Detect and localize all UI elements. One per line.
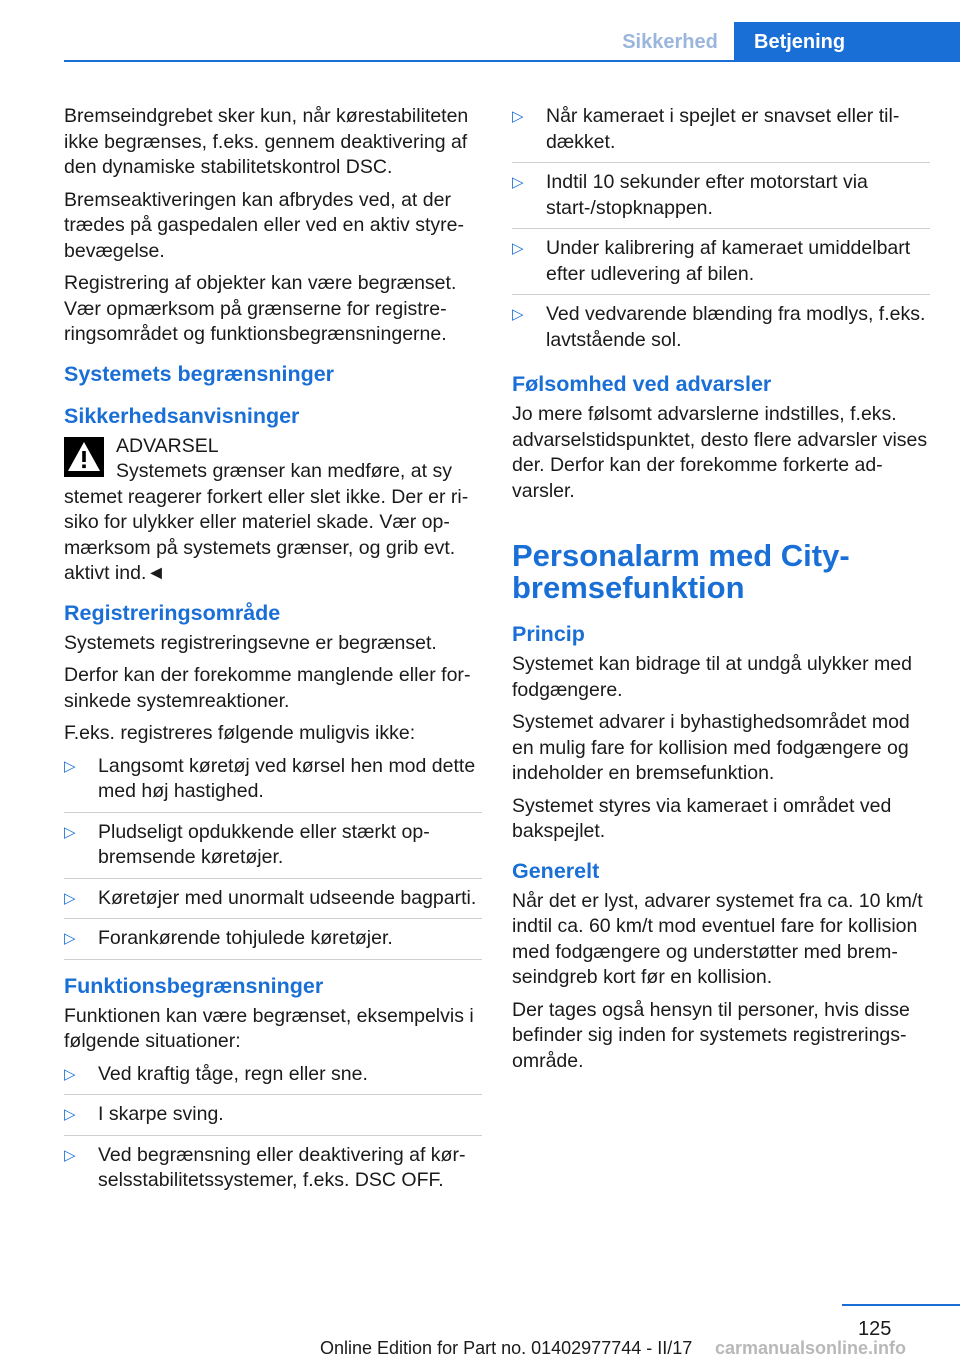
paragraph: Systemet advarer i byhastighedsområdet mod en mulig fare for kollision med fodgængere og indeholder en bremsefunktion. [512,711,910,784]
footer-rule [842,1304,960,1306]
bullet-triangle-icon: ▷ [64,1146,76,1164]
list-item: ▷ Forankørende tohjulede køretøjer. [64,926,482,960]
list-item: ▷ Pludseligt opdukkende eller stærkt opbremsende køretøjer. [64,820,482,879]
paragraph: Bremseaktiveringen kan afbrydes ved, at der trædes på gaspedalen eller ved en aktiv styrebevægelse. [64,188,464,262]
warning-first-line: Systemets grænser kan medføre, at sy [116,460,452,482]
list-item: ▷ Ved vedvarende blænding fra modlys, f.eks. lavtstående sol. [512,303,926,351]
bullet-triangle-icon: ▷ [512,306,524,323]
list-item: ▷ Langsomt køretøj ved kørsel hen mod dette med høj hastighed. [64,754,482,813]
list-item: ▷ Ved kraftig tåge, regn eller sne. [64,1062,482,1096]
tab-sikkerhed[interactable]: Sikkerhed [622,31,718,53]
list-item: ▷ Når kameraet i spejlet er snavset eller tildækket. [512,104,930,163]
edition-text: Online Edition for Part no. 01402977744 - II/17 [320,1338,693,1358]
paragraph: Registrering af objekter kan være begrænset. Vær opmærksom på grænserne for registreringsområdet og funktionsbegrænsningerne. [64,272,457,345]
bullet-triangle-icon: ▷ [64,889,76,907]
paragraph: Bremseindgrebet sker kun, når kørestabiliteten ikke begrænses, f.eks. gennem deaktivering af den dynamiske stabilitetskontrol DSC. [64,105,469,178]
list-item: ▷ Køretøjer med unormalt udseende bagparti. [64,886,482,920]
subheading-princip: Princip [512,622,585,646]
paragraph: Når det er lyst, advarer systemet fra ca. 10 km/t indtil ca. 60 km/t mod eventuel fare for kollision med fodgængere og understøtter med bremseindgreb kort før en kollision. [512,889,923,988]
paragraph: Systemet kan bidrage til at undgå ulykker med fodgængere. [512,653,912,701]
subheading-sensitivity: Følsomhed ved advarsler [512,372,772,396]
paragraph: Systemet styres via kameraet i området ved bakspejlet. [512,794,892,842]
bullet-triangle-icon: ▷ [512,108,524,125]
paragraph: Jo mere følsomt advarslerne indstilles, f.eks. advarselstidspunktet, desto flere advarsler vises der. Derfor kan der forekomme forkerte advarsler. [512,403,928,502]
chapter-title: Personalarm med City-bremsefunktion [512,538,850,605]
bullet-triangle-icon: ▷ [64,1106,76,1123]
subheading-function-limits: Funktionsbegrænsninger [64,973,324,998]
warning-block [64,434,482,485]
list-item: ▷ Ved begrænsning eller deaktivering af kørselsstabilitetssystemer, f.eks. DSC OFF. [64,1143,466,1191]
list-item: ▷ Indtil 10 sekunder efter motorstart via start-/stopknappen. [512,170,930,229]
warning-triangle-icon [64,437,104,477]
bullet-triangle-icon: ▷ [64,757,76,775]
page-number: 125 [858,1318,892,1340]
warning-text: stemet reagerer forkert eller slet ikke. Der er risiko for ulykker eller materiel skade. Vær opmærksom på systemets grænser, og grib evt. aktivt ind.◄ [64,485,469,584]
section-heading-limits: Systemets begrænsninger [64,361,335,386]
subheading-safety: Sikkerhedsanvisninger [64,403,300,428]
subheading-area: Registreringsområde [64,600,281,625]
paragraph: F.eks. registreres følgende muligvis ikke: [64,722,416,744]
list-item: ▷ Under kalibrering af kameraet umiddelbart efter udlevering af bilen. [512,236,930,295]
subheading-generelt: Generelt [512,858,600,883]
tab-betjening[interactable]: Betjening [734,22,960,62]
bullet-triangle-icon: ▷ [512,240,524,257]
bullet-triangle-icon: ▷ [64,823,76,841]
paragraph: Der tages også hensyn til personer, hvis disse befinder sig inden for systemets registreringsområde. [512,998,910,1072]
left-column [64,104,482,1211]
camera-conditions-list [512,104,930,360]
paragraph: Derfor kan der forekomme manglende eller forsinkede systemreaktioner. [64,664,471,712]
right-column [512,104,930,1081]
watermark: carmanualsonline.info [715,1338,907,1358]
bullet-triangle-icon: ▷ [64,1065,76,1083]
bullet-triangle-icon: ▷ [64,930,76,947]
paragraph: Systemets registreringsevne er begrænset. [64,631,437,654]
bullet-triangle-icon: ▷ [512,174,524,191]
list-item: ▷ I skarpe sving. [64,1102,482,1136]
area-list [64,754,482,960]
warning-title: ADVARSEL [116,434,219,457]
function-list [64,1062,482,1201]
paragraph: Funktionen kan være begrænset, eksempelvis i følgende situationer: [64,1004,474,1052]
